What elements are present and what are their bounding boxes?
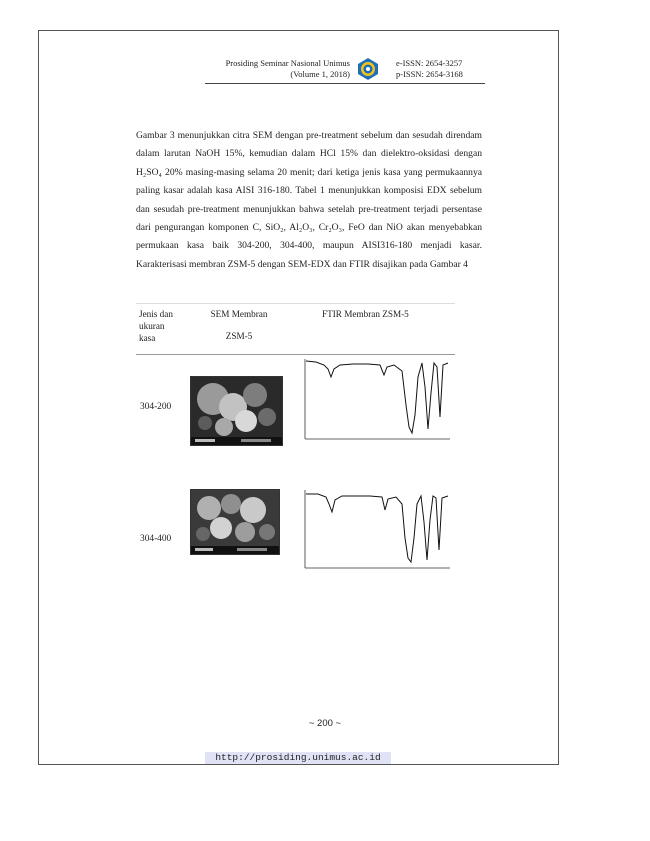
header-left	[226, 58, 350, 80]
figure-table-top-rule	[136, 303, 455, 304]
column-header-sem	[205, 308, 273, 342]
ftir-spectrum-304-200	[298, 357, 456, 445]
eissn: e-ISSN: 2654-3257	[396, 58, 463, 68]
pissn: p-ISSN: 2654-3168	[396, 69, 463, 79]
column-header-kasa-line1: Jenis dan	[139, 309, 173, 319]
sem-image-304-200	[190, 376, 283, 446]
page-number: ~ 200 ~	[308, 718, 342, 729]
column-header-ftir: FTIR Membran ZSM-5	[322, 309, 409, 319]
column-header-kasa-line2: ukuran	[139, 321, 165, 331]
sem-image-304-400	[190, 489, 280, 555]
column-header-sem-line2: ZSM-5	[225, 331, 253, 341]
column-header-sem-line1: SEM Membran	[210, 309, 268, 319]
column-header-kasa	[139, 308, 173, 344]
body-paragraph	[136, 127, 482, 274]
ftir-spectrum-304-400	[298, 488, 456, 576]
journal-volume: (Volume 1, 2018)	[290, 69, 350, 79]
university-seal-icon	[357, 58, 379, 80]
column-header-kasa-line3: kasa	[139, 333, 156, 343]
paragraph-text: Gambar 3 menunjukkan citra SEM dengan pre-treatment sebelum dan sesudah direndam dalam larutan NaOH 15%, kemudian dalam HCl 15% dan dielektro-oksidasi dengan H₂SO₄ 20% masing-masing selama 20 menit; dari ketiga jenis kasa yang permukaannya paling kasar adalah kasa AISI 316-180. Tabel 1 menunjukkan komposisi EDX sebelum dan sesudah pre-treatment menunjukkan bahwa setelah pre-treatment terjadi persentase dari pengurangan komponen C, SiO₂, Al₂O₃, Cr₂O₃, FeO dan NiO akan menyebabkan permukaan kasa baik 304-200, 304-400, maupun AISI316-180 menjadi kasar. Karakterisasi membran ZSM-5 dengan SEM-EDX dan FTIR disajikan pada Gambar 4	[136, 130, 482, 270]
header-rule	[205, 83, 485, 84]
footer-url-link[interactable]: http://prosiding.unimus.ac.id	[205, 752, 391, 764]
row-label-304-400: 304-400	[140, 534, 172, 544]
figure-table-header-rule	[136, 354, 455, 355]
journal-title: Prosiding Seminar Nasional Unimus	[225, 58, 350, 68]
header-right	[396, 58, 463, 80]
row-label-304-200: 304-200	[140, 402, 172, 412]
